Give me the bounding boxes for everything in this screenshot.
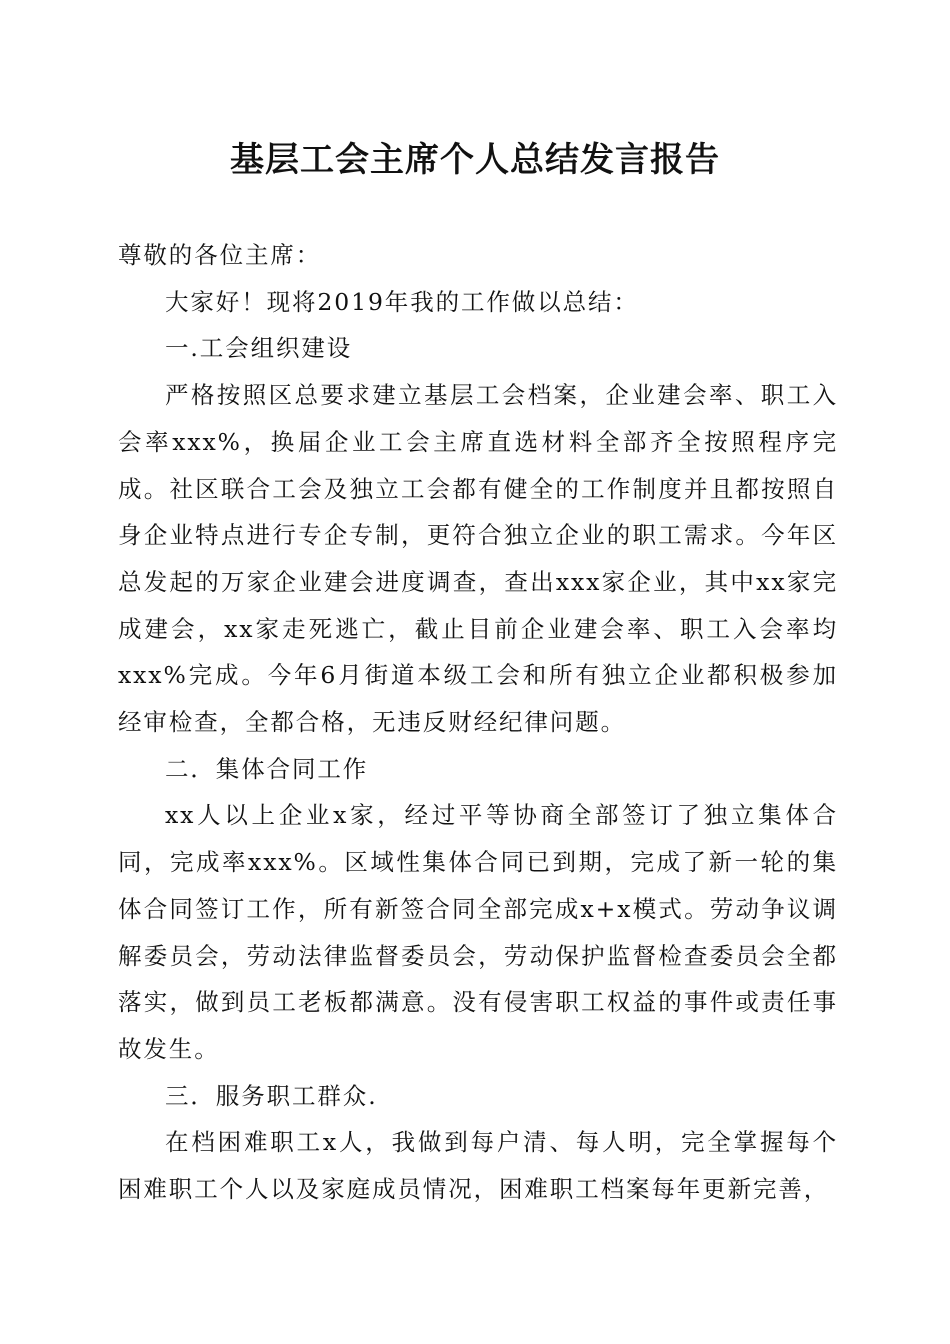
- greeting: 大家好！现将2019年我的工作做以总结：: [165, 287, 639, 316]
- section-paragraph-organization: 严格按照区总要求建立基层工会档案，企业建会率、职工入会率xxx%，换届企业工会主席直选材料全部齐全按照程序完成。社区联合工会及独立工会都有健全的工作制度并且都按照自身企业特点进行专企专制，更符合独立企业的职工需求。今年区总发起的万家企业建会进度调查，查出xxx家企业，其中xx家完成建会，xx家走死逃亡，截止目前企业建会率、职工入会率均xxx%完成。今年6月街道本级工会和所有独立企业都积极参加经审检查，全都合格，无违反财经纪律问题。: [118, 381, 838, 737]
- section-paragraph-service: 在档困难职工x人，我做到每户清、每人明，完全掌握每个困难职工个人以及家庭成员情况，困难职工档案每年更新完善，: [118, 1128, 838, 1204]
- section-heading-service: 三．服务职工群众.: [165, 1081, 378, 1110]
- section-paragraph-collective-contract: xx人以上企业x家，经过平等协商全部签订了独立集体合同，完成率xxx%。区域性集体合同已到期，完成了新一轮的集体合同签订工作，所有新签合同全部完成x+x模式。劳动争议调解委员会，劳动法律监督委员会，劳动保护监督检查委员会全都落实，做到员工老板都满意。没有侵害职工权益的事件或责任事故发生。: [118, 801, 838, 1063]
- section-heading-collective-contract: 二．集体合同工作: [165, 754, 369, 783]
- salutation: 尊敬的各位主席：: [118, 241, 322, 269]
- document-title: 基层工会主席个人总结发言报告: [230, 140, 720, 180]
- section-heading-organization: 一.工会组织建设: [165, 334, 353, 363]
- document-body: [118, 232, 838, 1213]
